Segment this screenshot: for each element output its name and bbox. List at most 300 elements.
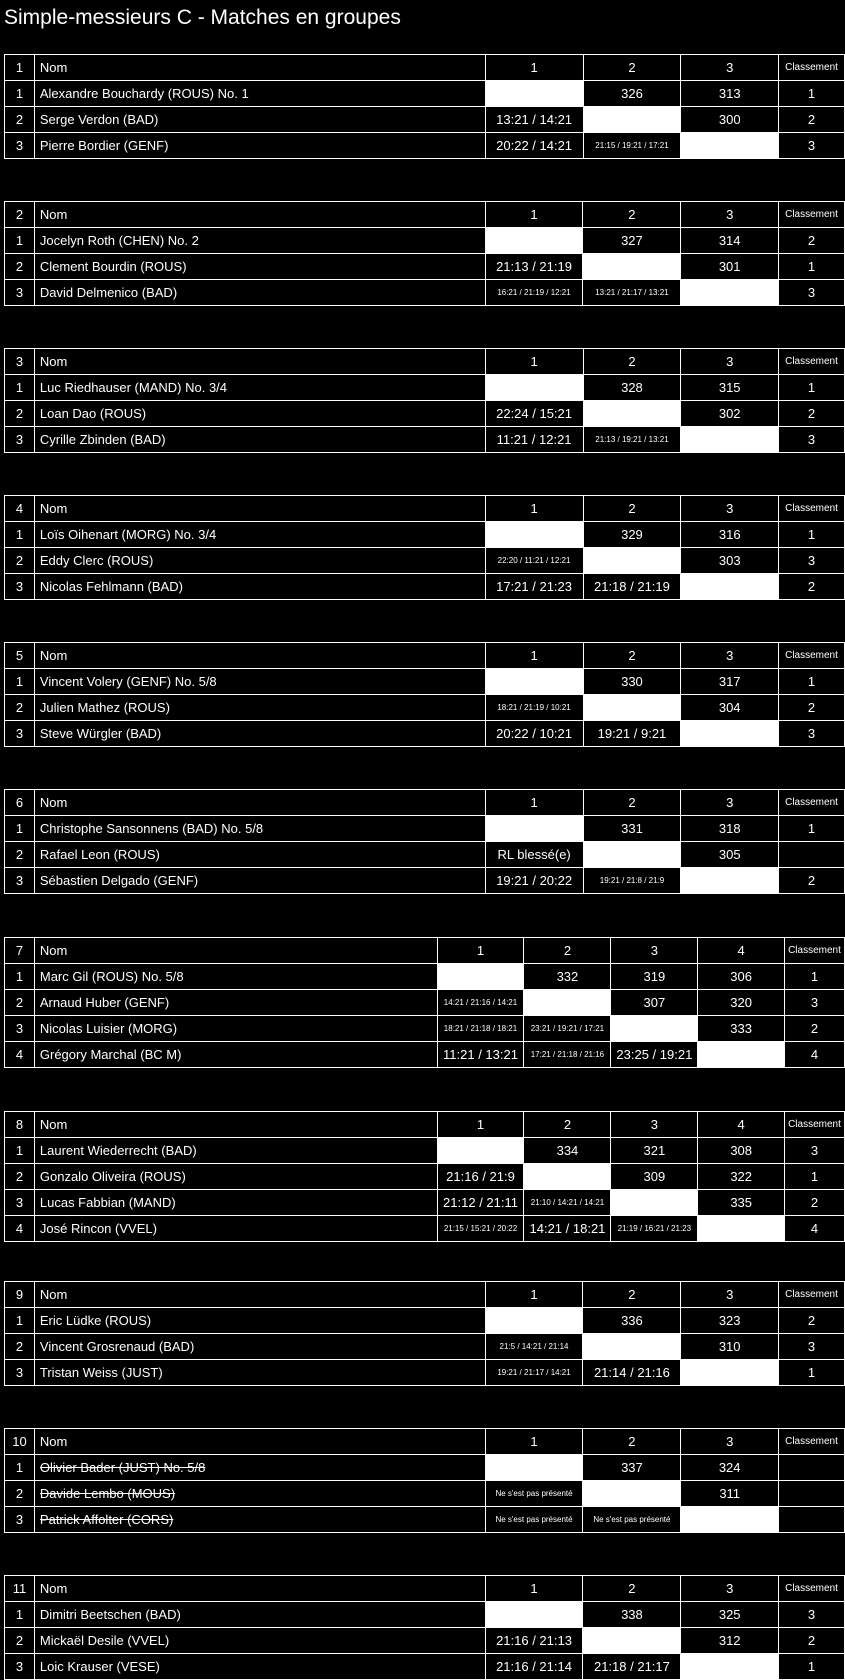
player-name — [34, 280, 485, 306]
player-number: 2 — [5, 842, 35, 868]
rank-cell: 2 — [779, 1308, 845, 1334]
rank-cell: 1 — [784, 964, 844, 990]
player-name — [34, 133, 485, 159]
score-cell: 23:21 / 19:21 / 17:21 — [524, 1016, 611, 1042]
self-match-cell — [583, 548, 681, 574]
score-cell: 17:21 / 21:18 / 21:16 — [524, 1042, 611, 1068]
score-cell: 11:21 / 12:21 — [485, 427, 583, 453]
table-row — [5, 868, 845, 894]
rank-header: Classement — [779, 643, 845, 669]
group-table — [4, 1111, 845, 1242]
column-header: 1 — [485, 1429, 583, 1455]
player-name — [34, 1334, 485, 1360]
column-header: 2 — [583, 349, 681, 375]
player-name — [34, 254, 485, 280]
column-header: 3 — [681, 55, 779, 81]
self-match-cell — [681, 1507, 779, 1533]
player-name — [34, 721, 485, 747]
score-cell: 21:12 / 21:11 — [437, 1190, 524, 1216]
player-name — [34, 1602, 485, 1628]
score-cell: 312 — [681, 1628, 779, 1654]
score-cell: 328 — [583, 375, 681, 401]
player-number: 2 — [5, 1164, 35, 1190]
player-name — [34, 427, 485, 453]
group-header-row — [5, 790, 845, 816]
table-row — [5, 1654, 845, 1680]
table-row — [5, 254, 845, 280]
self-match-cell — [485, 1455, 583, 1481]
player-name-text: Cyrille Zbinden (BAD) — [39, 432, 166, 447]
player-number: 1 — [5, 964, 35, 990]
score-cell: 336 — [583, 1308, 681, 1334]
column-header: 3 — [681, 790, 779, 816]
rank-cell: 1 — [779, 669, 845, 695]
player-name — [34, 816, 485, 842]
rank-cell: 3 — [779, 427, 845, 453]
rank-cell: 1 — [779, 254, 845, 280]
score-cell: 310 — [681, 1334, 779, 1360]
self-match-cell — [524, 990, 611, 1016]
column-header: 3 — [611, 1112, 698, 1138]
column-header: 1 — [485, 1576, 583, 1602]
name-header: Nom — [34, 1429, 485, 1455]
column-header: 2 — [583, 55, 681, 81]
rank-header: Classement — [779, 349, 845, 375]
score-cell: 316 — [681, 522, 779, 548]
player-number: 3 — [5, 1654, 35, 1680]
self-match-cell — [485, 1308, 583, 1334]
score-cell: 313 — [681, 81, 779, 107]
group-table — [4, 348, 845, 453]
player-name — [34, 1654, 485, 1680]
player-name-text: Eddy Clerc (ROUS) — [39, 553, 154, 568]
rank-cell: 2 — [779, 574, 845, 600]
rank-cell: 3 — [779, 1602, 845, 1628]
player-name — [34, 1507, 485, 1533]
player-number: 1 — [5, 816, 35, 842]
name-header: Nom — [34, 202, 485, 228]
player-name-text: Steve Würgler (BAD) — [39, 726, 162, 741]
score-cell: 14:21 / 21:16 / 14:21 — [437, 990, 524, 1016]
score-cell: 21:16 / 21:13 — [485, 1628, 583, 1654]
table-row — [5, 816, 845, 842]
score-cell: 21:14 / 21:16 — [583, 1360, 681, 1386]
self-match-cell — [485, 522, 583, 548]
rank-cell: 1 — [784, 1164, 844, 1190]
player-name-text: Vincent Grosrenaud (BAD) — [39, 1339, 195, 1354]
score-cell: 323 — [681, 1308, 779, 1334]
self-match-cell — [485, 816, 583, 842]
self-match-cell — [681, 280, 779, 306]
group-number: 11 — [5, 1576, 35, 1602]
table-row — [5, 695, 845, 721]
self-match-cell — [681, 574, 779, 600]
self-match-cell — [583, 1334, 681, 1360]
player-name — [34, 842, 485, 868]
score-cell: 21:18 / 21:17 — [583, 1654, 681, 1680]
group-header-row — [5, 938, 845, 964]
score-cell: 330 — [583, 669, 681, 695]
player-name-text: Christophe Sansonnens (BAD) No. 5/8 — [39, 821, 264, 836]
rank-cell: 2 — [779, 695, 845, 721]
player-name — [34, 548, 485, 574]
group-header-row — [5, 1112, 845, 1138]
table-row — [5, 1016, 845, 1042]
rank-cell: 3 — [779, 548, 845, 574]
column-header: 2 — [583, 1429, 681, 1455]
column-header: 2 — [583, 643, 681, 669]
table-row — [5, 522, 845, 548]
table-row — [5, 1481, 845, 1507]
self-match-cell — [681, 427, 779, 453]
score-cell: 21:16 / 21:9 — [437, 1164, 524, 1190]
score-cell: 13:21 / 14:21 — [485, 107, 583, 133]
player-name — [34, 1360, 485, 1386]
player-name-text: Nicolas Fehlmann (BAD) — [39, 579, 183, 594]
player-number: 3 — [5, 1016, 35, 1042]
column-header: 1 — [437, 938, 524, 964]
player-name — [34, 107, 485, 133]
score-cell: RL blessé(e) — [485, 842, 583, 868]
group-number: 6 — [5, 790, 35, 816]
self-match-cell — [583, 842, 681, 868]
rank-cell: 4 — [784, 1042, 844, 1068]
score-cell: Ne s'est pas présenté — [485, 1481, 583, 1507]
table-row — [5, 280, 845, 306]
player-name — [34, 990, 437, 1016]
name-header: Nom — [34, 790, 485, 816]
score-cell: 304 — [681, 695, 779, 721]
self-match-cell — [583, 1481, 681, 1507]
player-name-text: Pierre Bordier (GENF) — [39, 138, 169, 153]
player-name-text: Luc Riedhauser (MAND) No. 3/4 — [39, 380, 228, 395]
player-number: 3 — [5, 427, 35, 453]
column-header: 2 — [524, 938, 611, 964]
self-match-cell — [583, 401, 681, 427]
player-number: 3 — [5, 1190, 35, 1216]
column-header: 1 — [485, 349, 583, 375]
table-row — [5, 1190, 845, 1216]
self-match-cell — [611, 1016, 698, 1042]
player-name — [34, 522, 485, 548]
page-title: Simple-messieurs C - Matches en groupes — [4, 6, 401, 29]
score-cell: 19:21 / 21:8 / 21:9 — [583, 868, 681, 894]
player-name-text: Marc Gil (ROUS) No. 5/8 — [39, 969, 184, 984]
table-row — [5, 842, 845, 868]
player-name — [34, 1042, 437, 1068]
column-header: 2 — [583, 1576, 681, 1602]
rank-cell: 1 — [779, 375, 845, 401]
score-cell: 21:15 / 15:21 / 20:22 — [437, 1216, 524, 1242]
rank-cell: 2 — [779, 1628, 845, 1654]
group-header-row — [5, 643, 845, 669]
score-cell: 17:21 / 21:23 — [485, 574, 583, 600]
score-cell: 332 — [524, 964, 611, 990]
table-row — [5, 1628, 845, 1654]
score-cell: 315 — [681, 375, 779, 401]
player-name-text: Laurent Wiederrecht (BAD) — [39, 1143, 197, 1158]
column-header: 2 — [583, 1282, 681, 1308]
player-number: 2 — [5, 1628, 35, 1654]
rank-cell: 2 — [779, 401, 845, 427]
player-number: 2 — [5, 1334, 35, 1360]
self-match-cell — [583, 254, 681, 280]
player-number: 2 — [5, 254, 35, 280]
self-match-cell — [681, 1654, 779, 1680]
group-number: 1 — [5, 55, 35, 81]
rank-cell: 2 — [779, 107, 845, 133]
table-row — [5, 1164, 845, 1190]
column-header: 3 — [681, 1576, 779, 1602]
player-number: 1 — [5, 375, 35, 401]
column-header: 3 — [681, 349, 779, 375]
score-cell: 18:21 / 21:18 / 18:21 — [437, 1016, 524, 1042]
rank-cell: 3 — [779, 721, 845, 747]
player-name-text: Arnaud Huber (GENF) — [39, 995, 170, 1010]
score-cell: 334 — [524, 1138, 611, 1164]
table-row — [5, 1455, 845, 1481]
player-name-text: Lucas Fabbian (MAND) — [39, 1195, 176, 1210]
score-cell: 306 — [698, 964, 785, 990]
player-name-text: Tristan Weiss (JUST) — [39, 1365, 163, 1380]
self-match-cell — [698, 1042, 785, 1068]
score-cell: 335 — [698, 1190, 785, 1216]
player-number: 2 — [5, 990, 35, 1016]
name-header: Nom — [34, 643, 485, 669]
self-match-cell — [485, 669, 583, 695]
player-name-text: José Rincon (VVEL) — [39, 1221, 157, 1236]
player-number: 3 — [5, 721, 35, 747]
score-cell: 326 — [583, 81, 681, 107]
score-cell: 338 — [583, 1602, 681, 1628]
name-header: Nom — [34, 1282, 485, 1308]
score-cell: 319 — [611, 964, 698, 990]
rank-header: Classement — [779, 1576, 845, 1602]
group-header-row — [5, 202, 845, 228]
player-name — [34, 868, 485, 894]
player-name-text: Julien Mathez (ROUS) — [39, 700, 170, 715]
column-header: 1 — [485, 202, 583, 228]
table-row — [5, 990, 845, 1016]
player-name-text: Davide Lembo (MOUS) — [39, 1486, 176, 1501]
self-match-cell — [437, 964, 524, 990]
rank-cell: 3 — [779, 1334, 845, 1360]
player-name-text: Clement Bourdin (ROUS) — [39, 259, 187, 274]
column-header: 3 — [681, 643, 779, 669]
player-name — [34, 1164, 437, 1190]
player-name-text: Loic Krauser (VESE) — [39, 1659, 160, 1674]
player-name-text: Nicolas Luisier (MORG) — [39, 1021, 178, 1036]
table-row — [5, 548, 845, 574]
table-row — [5, 574, 845, 600]
score-cell: 302 — [681, 401, 779, 427]
player-name — [34, 401, 485, 427]
rank-cell: 3 — [784, 1138, 844, 1164]
rank-cell: 2 — [784, 1190, 844, 1216]
column-header: 4 — [698, 938, 785, 964]
rank-cell: 1 — [779, 1654, 845, 1680]
player-name — [34, 1190, 437, 1216]
score-cell: 22:20 / 11:21 / 12:21 — [485, 548, 583, 574]
score-cell: 317 — [681, 669, 779, 695]
player-name-text: Mickaël Desile (VVEL) — [39, 1633, 170, 1648]
player-name-text: Olivier Bader (JUST) No. 5/8 — [39, 1460, 206, 1475]
rank-header: Classement — [784, 1112, 844, 1138]
self-match-cell — [485, 81, 583, 107]
player-name — [34, 1455, 485, 1481]
column-header: 2 — [583, 496, 681, 522]
column-header: 2 — [583, 790, 681, 816]
self-match-cell — [681, 1360, 779, 1386]
score-cell: 314 — [681, 228, 779, 254]
score-cell: 21:19 / 16:21 / 21:23 — [611, 1216, 698, 1242]
group-header-row — [5, 1429, 845, 1455]
rank-cell: 1 — [779, 522, 845, 548]
table-row — [5, 1360, 845, 1386]
self-match-cell — [485, 1602, 583, 1628]
player-number: 2 — [5, 401, 35, 427]
player-number: 3 — [5, 280, 35, 306]
self-match-cell — [681, 721, 779, 747]
table-row — [5, 133, 845, 159]
player-number: 2 — [5, 107, 35, 133]
rank-cell: 3 — [779, 280, 845, 306]
column-header: 3 — [681, 202, 779, 228]
group-number: 10 — [5, 1429, 35, 1455]
player-name-text: Jocelyn Roth (CHEN) No. 2 — [39, 233, 199, 248]
column-header: 3 — [681, 1429, 779, 1455]
column-header: 1 — [485, 55, 583, 81]
score-cell: 327 — [583, 228, 681, 254]
player-name-text: Sébastien Delgado (GENF) — [39, 873, 199, 888]
score-cell: 14:21 / 18:21 — [524, 1216, 611, 1242]
table-row — [5, 401, 845, 427]
table-row — [5, 1042, 845, 1068]
score-cell: 21:18 / 21:19 — [583, 574, 681, 600]
group-number: 3 — [5, 349, 35, 375]
score-cell: 322 — [698, 1164, 785, 1190]
player-name-text: Serge Verdon (BAD) — [39, 112, 159, 127]
name-header: Nom — [34, 496, 485, 522]
group-table — [4, 642, 845, 747]
score-cell: 324 — [681, 1455, 779, 1481]
player-name-text: Rafael Leon (ROUS) — [39, 847, 160, 862]
score-cell: 301 — [681, 254, 779, 280]
player-name — [34, 695, 485, 721]
rank-cell — [779, 1507, 845, 1533]
score-cell: 21:10 / 14:21 / 14:21 — [524, 1190, 611, 1216]
score-cell: Ne s'est pas présenté — [485, 1507, 583, 1533]
group-number: 5 — [5, 643, 35, 669]
group-table — [4, 1281, 845, 1386]
score-cell: 300 — [681, 107, 779, 133]
table-row — [5, 669, 845, 695]
group-table — [4, 789, 845, 894]
rank-cell: 2 — [784, 1016, 844, 1042]
table-row — [5, 427, 845, 453]
column-header: 4 — [698, 1112, 785, 1138]
player-name-text: Patrick Affolter (CORS) — [39, 1512, 174, 1527]
name-header: Nom — [34, 938, 437, 964]
player-name — [34, 964, 437, 990]
player-number: 3 — [5, 133, 35, 159]
player-number: 4 — [5, 1042, 35, 1068]
player-name — [34, 669, 485, 695]
player-number: 2 — [5, 548, 35, 574]
group-number: 9 — [5, 1282, 35, 1308]
rank-cell — [779, 1481, 845, 1507]
table-row — [5, 375, 845, 401]
rank-cell — [779, 1455, 845, 1481]
rank-header: Classement — [779, 1282, 845, 1308]
table-row — [5, 1602, 845, 1628]
player-name — [34, 1016, 437, 1042]
score-cell: 21:16 / 21:14 — [485, 1654, 583, 1680]
name-header: Nom — [34, 1576, 485, 1602]
score-cell: Ne s'est pas présenté — [583, 1507, 681, 1533]
player-number: 1 — [5, 228, 35, 254]
name-header: Nom — [34, 1112, 437, 1138]
player-number: 1 — [5, 1308, 35, 1334]
score-cell: 333 — [698, 1016, 785, 1042]
player-number: 3 — [5, 1360, 35, 1386]
score-cell: 23:25 / 19:21 — [611, 1042, 698, 1068]
rank-header: Classement — [779, 202, 845, 228]
group-table — [4, 1428, 845, 1533]
column-header: 3 — [681, 1282, 779, 1308]
table-row — [5, 1216, 845, 1242]
score-cell: 325 — [681, 1602, 779, 1628]
table-row — [5, 107, 845, 133]
column-header: 1 — [485, 790, 583, 816]
column-header: 2 — [583, 202, 681, 228]
score-cell: 18:21 / 21:19 / 10:21 — [485, 695, 583, 721]
player-name-text: Vincent Volery (GENF) No. 5/8 — [39, 674, 217, 689]
score-cell: 13:21 / 21:17 / 13:21 — [583, 280, 681, 306]
player-number: 4 — [5, 1216, 35, 1242]
rank-cell: 3 — [784, 990, 844, 1016]
self-match-cell — [681, 868, 779, 894]
group-header-row — [5, 1282, 845, 1308]
self-match-cell — [611, 1190, 698, 1216]
column-header: 1 — [485, 1282, 583, 1308]
score-cell: 20:22 / 14:21 — [485, 133, 583, 159]
player-name — [34, 1216, 437, 1242]
player-number: 3 — [5, 1507, 35, 1533]
rank-cell: 2 — [779, 228, 845, 254]
group-table — [4, 54, 845, 159]
rank-cell: 4 — [784, 1216, 844, 1242]
player-name-text: Dimitri Beetschen (BAD) — [39, 1607, 181, 1622]
score-cell: 21:13 / 21:19 — [485, 254, 583, 280]
table-row — [5, 721, 845, 747]
score-cell: 21:15 / 19:21 / 17:21 — [583, 133, 681, 159]
score-cell: 19:21 / 20:22 — [485, 868, 583, 894]
self-match-cell — [437, 1138, 524, 1164]
score-cell: 16:21 / 21:19 / 12:21 — [485, 280, 583, 306]
score-cell: 320 — [698, 990, 785, 1016]
self-match-cell — [583, 695, 681, 721]
group-header-row — [5, 349, 845, 375]
table-row — [5, 1308, 845, 1334]
player-name — [34, 1138, 437, 1164]
column-header: 3 — [681, 496, 779, 522]
player-name-text: Alexandre Bouchardy (ROUS) No. 1 — [39, 86, 249, 101]
self-match-cell — [524, 1164, 611, 1190]
self-match-cell — [583, 1628, 681, 1654]
score-cell: 19:21 / 21:17 / 14:21 — [485, 1360, 583, 1386]
self-match-cell — [485, 228, 583, 254]
